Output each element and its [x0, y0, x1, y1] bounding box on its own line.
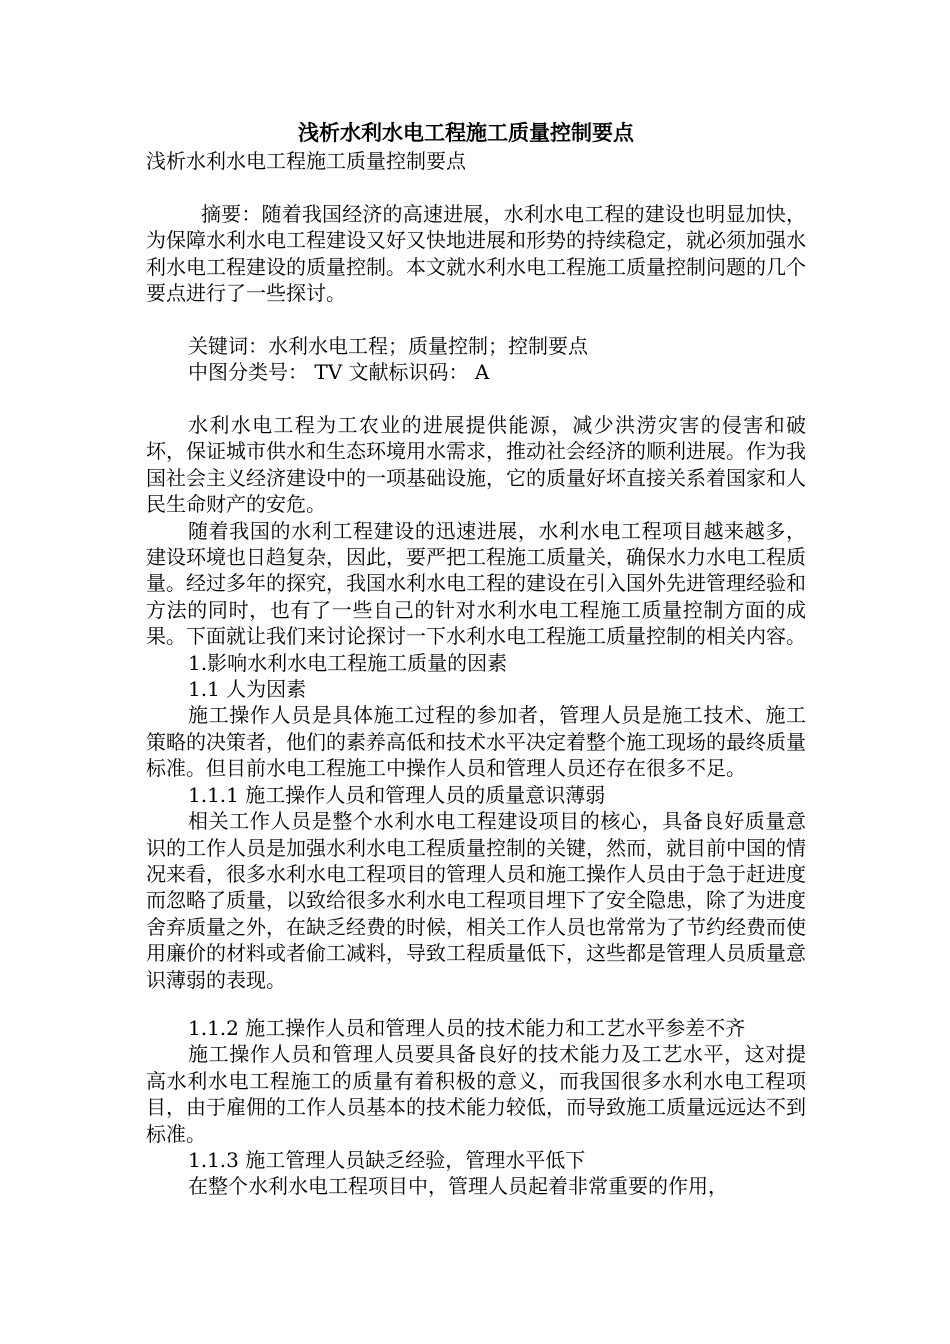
document-subtitle: 浅析水利水电工程施工质量控制要点	[146, 149, 466, 173]
body-paragraph: 随着我国的水利工程建设的迅速进展，水利水电工程项目越来越多，建设环境也日趋复杂，因此，要严把工程施工质量关，确保水力水电工程质量。经过多年的探究，我国水利水电工程的建设在引入国外先进管理经验和方法的同时，也有了一些自己的针对水利水电工程施工质量控制方面的成果。下面就让我们来讨论探讨一下水利水电工程施工质量控制的相关内容。	[146, 518, 806, 649]
body-paragraph: 施工操作人员是具体施工过程的参加者，管理人员是施工技术、施工策略的决策者，他们的素养高低和技术水平决定着整个施工现场的最终质量标准。但目前水电工程施工中操作人员和管理人员还存在很多不足。	[146, 703, 806, 781]
abstract-paragraph: 摘要：随着我国经济的高速进展，水利水电工程的建设也明显加快，为保障水利水电工程建设又好又快地进展和形势的持续稳定，就必须加强水利水电工程建设的质量控制。本文就水利水电工程施工质量控制问题的几个要点进行了一些探讨。	[146, 201, 806, 306]
classification-line: 中图分类号： TV 文献标识码： A	[188, 360, 490, 385]
keywords-line: 关键词：水利水电工程；质量控制；控制要点	[188, 333, 588, 358]
body-paragraph: 施工操作人员和管理人员要具备良好的技术能力及工艺水平，这对提高水利水电工程施工的质量有着积极的意义，而我国很多水利水电工程项目，由于雇佣的工作人员基本的技术能力较低，而导致施工质量远远达不到标准。	[146, 1042, 806, 1146]
spacer	[146, 174, 806, 200]
subsubsection-heading: 1.1.3 施工管理人员缺乏经验，管理水平低下	[188, 1147, 586, 1172]
section-heading: 1.影响水利水电工程施工质量的因素	[188, 650, 508, 675]
body-paragraph: 相关工作人员是整个水利水电工程建设项目的核心，具备良好质量意识的工作人员是加强水利水电工程质量控制的关键，然而，就目前中国的情况来看，很多水利水电工程项目的管理人员和施工操作人员由于急于赶进度而忽略了质量，以致给很多水利水电工程项目埋下了安全隐患，除了为进度舍弃质量之外，在缺乏经费的时候，相关工作人员也常常为了节约经费而使用廉价的材料或者偷工减料，导致工程质量低下，这些都是管理人员质量意识薄弱的表现。	[146, 809, 806, 992]
body-paragraph: 在整个水利水电工程项目中，管理人员起着非常重要的作用，	[188, 1174, 728, 1199]
spacer	[146, 386, 806, 412]
spacer	[146, 306, 806, 332]
subsection-heading: 1.1 人为因素	[188, 677, 307, 702]
spacer	[146, 993, 806, 1015]
subsubsection-heading: 1.1.1 施工操作人员和管理人员的质量意识薄弱	[188, 782, 606, 807]
subsubsection-heading: 1.1.2 施工操作人员和管理人员的技术能力和工艺水平参差不齐	[188, 1015, 746, 1040]
document-page	[146, 118, 806, 1200]
document-title: 浅析水利水电工程施工质量控制要点	[298, 120, 634, 145]
body-paragraph: 水利水电工程为工农业的进展提供能源，减少洪涝灾害的侵害和破坏，保证城市供水和生态环境用水需求，推动社会经济的顺利进展。作为我国社会主义经济建设中的一项基础设施，它的质量好坏直接关系着国家和人民生命财产的安危。	[146, 413, 806, 517]
